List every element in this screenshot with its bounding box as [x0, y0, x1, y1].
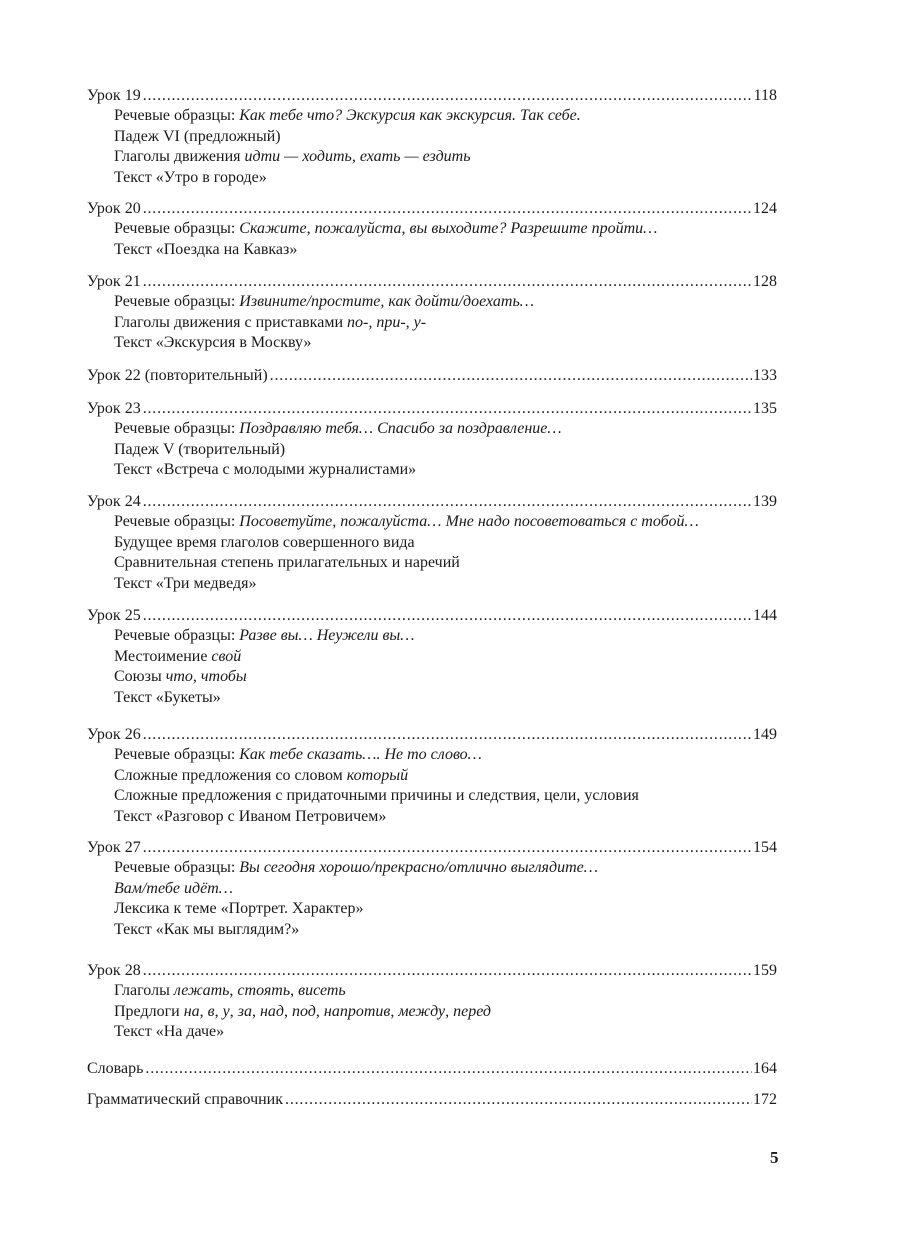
toc-entry-page: 133 [753, 367, 777, 384]
text: Глаголы движения [114, 148, 245, 165]
toc-entry-heading [87, 86, 777, 106]
dot-leader [143, 838, 752, 858]
text: Речевые образцы: [114, 293, 240, 310]
toc-entry-page: 172 [753, 1091, 777, 1108]
toc-entry-title: Урок 23 [87, 400, 141, 417]
italic-text: Извините/простите, как дойти/доехать… [239, 293, 534, 310]
toc-entry-title: Урок 26 [87, 726, 141, 743]
toc-entry-page: 135 [753, 400, 777, 417]
text: , [229, 982, 238, 999]
text: Текст «Встреча с молодыми журналистами» [114, 461, 417, 478]
text: , [445, 1002, 454, 1020]
toc-entry-heading [87, 961, 777, 981]
page-number: 5 [770, 1148, 779, 1167]
toc-entry-page: 159 [753, 962, 777, 979]
italic-text: Как тебе что? Экскурсия как экскурсия. Так себе. [239, 107, 581, 124]
toc-subline [114, 626, 777, 647]
toc-entry-heading [87, 606, 777, 626]
toc-entry-title: Урок 19 [87, 87, 141, 104]
text: Речевые образцы: [114, 220, 240, 237]
italic-text: Вам/тебе идёт… [114, 879, 233, 897]
toc-subline [114, 333, 777, 354]
toc-subline [114, 419, 777, 440]
dot-leader [143, 725, 752, 745]
toc-subline [114, 240, 777, 261]
italic-text: у [222, 1002, 230, 1020]
italic-text: Вы сегодня хорошо/прекрасно/отлично выглядите… [239, 859, 598, 876]
toc-entry [87, 492, 777, 594]
text: , [283, 1002, 292, 1020]
italic-text: Скажите, пожалуйста, вы выходите? Разрешите пройти… [239, 220, 658, 237]
italic-text: лежать [173, 982, 230, 999]
italic-text: над [259, 1002, 284, 1020]
dot-leader [285, 1090, 752, 1110]
toc-entry-heading [87, 492, 777, 512]
text: Речевые образцы: [114, 627, 240, 644]
toc-entry [87, 1090, 777, 1110]
toc-entry-page: 164 [753, 1060, 777, 1077]
dot-leader [270, 366, 752, 386]
toc-subline [114, 219, 777, 240]
toc-entry-page: 149 [753, 726, 777, 743]
text: Падеж V (творительный) [114, 440, 286, 458]
toc-entry-page: 124 [753, 200, 777, 217]
toc-entry-heading [87, 1059, 777, 1079]
text: , [251, 1002, 260, 1020]
text: , [199, 1002, 208, 1020]
text: Падеж VI (предложный) [114, 127, 281, 145]
text: Текст «Букеты» [114, 688, 221, 706]
text: , [290, 982, 299, 999]
toc-subline [114, 574, 777, 595]
text: Сложные предложения с придаточными причины и следствия, цели, условия [114, 787, 639, 804]
italic-text: стоять [237, 982, 291, 999]
text: Речевые образцы: [114, 859, 240, 876]
toc-entry [87, 366, 777, 386]
dot-leader [143, 606, 752, 626]
text: Текст «Три медведя» [114, 574, 257, 592]
italic-text: который [346, 766, 409, 784]
toc-subline [114, 899, 777, 920]
dot-leader [143, 86, 753, 106]
toc-subline [114, 647, 777, 668]
toc-entry-title: Урок 20 [87, 200, 141, 217]
text: Лексика к теме «Портрет. Характер» [114, 900, 364, 917]
text: , [390, 1002, 399, 1020]
text: Текст «Разговор с Иваном Петровичем» [114, 807, 387, 825]
italic-text: между [398, 1002, 446, 1020]
text: Глаголы [114, 982, 174, 999]
toc-subline [114, 533, 777, 554]
toc-entry-title: Грамматический справочник [87, 1091, 284, 1108]
italic-text: висеть [298, 982, 346, 999]
text: Сложные предложения со словом [114, 766, 347, 784]
text: Будущее время глаголов совершенного вида [114, 533, 415, 551]
toc-entry [87, 399, 777, 481]
toc-subline [114, 460, 777, 481]
toc-subline [114, 688, 777, 709]
italic-text: на [183, 1002, 200, 1020]
toc-entry-heading [87, 366, 777, 386]
toc-entry-heading [87, 725, 777, 745]
toc-entry-title: Урок 22 (повторительный) [87, 367, 268, 384]
text: Речевые образцы: [114, 107, 240, 124]
italic-text: Как тебе сказать…. Не то слово… [239, 746, 482, 763]
toc-subline [114, 292, 777, 313]
toc-entry-heading [87, 399, 777, 419]
toc-subline [114, 807, 777, 828]
text: Текст «Экскурсия в Москву» [114, 334, 312, 351]
toc-subline [114, 920, 777, 941]
toc-entry [87, 606, 777, 708]
toc-subline [114, 745, 777, 766]
dot-leader [143, 399, 752, 419]
toc-subline [114, 1002, 777, 1023]
dot-leader [143, 492, 752, 512]
italic-text: по-, при-, у- [347, 313, 427, 331]
italic-text: напротив [323, 1002, 391, 1020]
italic-text: что [165, 668, 193, 685]
toc-entry-heading [87, 1090, 777, 1110]
toc-entry-page: 154 [753, 839, 777, 856]
toc-entry-heading [87, 199, 777, 219]
dot-leader [143, 961, 752, 981]
toc-entry-page: 128 [753, 273, 777, 290]
toc-entry-page: 139 [753, 493, 777, 510]
toc-entry-title: Урок 27 [87, 839, 141, 856]
text: Речевые образцы: [114, 513, 240, 530]
toc-entry [87, 838, 777, 940]
text: , [214, 1002, 223, 1020]
italic-text: Поздравляю тебя… Спасибо за поздравление… [239, 420, 562, 437]
toc-entry-title: Урок 25 [87, 607, 141, 624]
text: Речевые образцы: [114, 420, 240, 437]
toc-entry [87, 86, 777, 188]
italic-text: Разве вы… Неужели вы… [239, 627, 415, 644]
text: Текст «Как мы выглядим?» [114, 920, 300, 938]
toc-subline [114, 168, 777, 189]
text: Текст «Утро в городе» [114, 168, 267, 186]
toc-subline [114, 786, 777, 807]
dot-leader [143, 199, 752, 219]
text: Глаголы движения с приставками [114, 313, 347, 331]
text: , [192, 668, 201, 685]
toc-entry-title: Урок 24 [87, 493, 141, 510]
text: Сравнительная степень прилагательных и наречий [114, 554, 460, 571]
italic-text: за [237, 1002, 252, 1020]
toc-subline [114, 147, 777, 168]
italic-text: под [291, 1002, 316, 1020]
toc-subline [114, 766, 777, 787]
toc-subline [114, 313, 777, 334]
toc-subline [114, 879, 777, 900]
italic-text: Посоветуйте, пожалуйста… Мне надо посоветоваться с тобой… [239, 513, 699, 530]
text: Текст «Поездка на Кавказ» [114, 240, 298, 258]
text: Текст «На даче» [114, 1023, 225, 1040]
toc-subline [114, 440, 777, 461]
toc-subline [114, 858, 777, 879]
dot-leader [143, 272, 752, 292]
italic-text: в [207, 1002, 215, 1020]
toc-entry [87, 725, 777, 827]
toc-subline [114, 512, 777, 533]
text: , [315, 1002, 324, 1020]
toc-entry-title: Словарь [87, 1060, 144, 1077]
text: Союзы [114, 668, 166, 685]
italic-text: чтобы [200, 668, 247, 685]
toc-entry [87, 1059, 777, 1079]
toc-subline [114, 127, 777, 148]
toc-subline [114, 553, 777, 574]
text: Местоимение [114, 647, 212, 665]
italic-text: идти — ходить, ехать — ездить [244, 148, 471, 165]
toc-entry-heading [87, 838, 777, 858]
italic-text: перед [453, 1002, 491, 1020]
toc-entry-heading [87, 272, 777, 292]
toc-entry [87, 199, 777, 260]
dot-leader [145, 1059, 752, 1079]
toc-entry-page: 118 [753, 87, 777, 104]
italic-text: свой [211, 647, 242, 665]
toc-entry-page: 144 [753, 607, 777, 624]
text: Предлоги [114, 1002, 184, 1020]
toc-entry-title: Урок 21 [87, 273, 141, 290]
toc-entry [87, 272, 777, 354]
toc-subline [114, 1022, 777, 1043]
text: , [229, 1002, 238, 1020]
toc-subline [114, 981, 777, 1002]
toc-entry [87, 961, 777, 1043]
toc-subline [114, 667, 777, 688]
text: Речевые образцы: [114, 746, 240, 763]
toc-entry-title: Урок 28 [87, 962, 141, 979]
toc-subline [114, 106, 777, 127]
